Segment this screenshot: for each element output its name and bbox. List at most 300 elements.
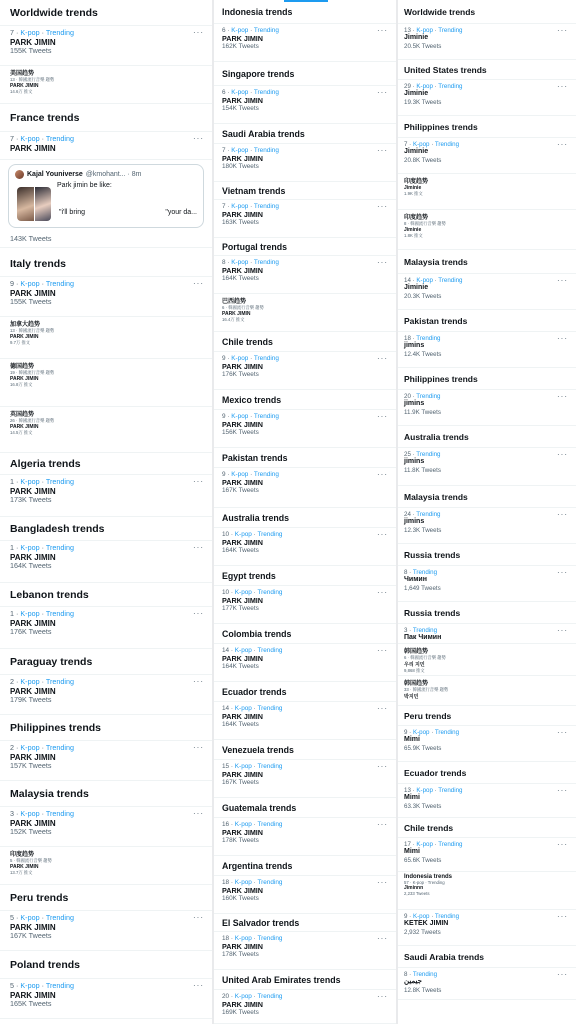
embedded-trend-count: 1.8K 推文 [404,233,423,238]
more-options-icon[interactable]: ··· [377,704,388,713]
trend-item[interactable] [214,256,396,294]
trend-term[interactable]: KETEK JIMIN [404,920,449,928]
trend-meta: 9 · K-pop · Trending [222,471,279,478]
trend-term[interactable]: PARK JIMIN [10,922,56,932]
more-options-icon[interactable]: ··· [377,202,388,211]
section-header-australia-trends [398,426,576,448]
more-options-icon[interactable]: ··· [377,530,388,539]
section-header-poland-trends [0,951,212,979]
embedded-trend-meta: 8 · 韓國流行音樂 趨勢 [404,221,446,226]
trend-tweet-count: 173K Tweets [10,495,52,505]
trend-item[interactable] [398,274,576,310]
trend-meta: 14 · K-pop · Trending [222,705,283,712]
embedded-trend-term: PARK JIMIN [10,334,39,340]
trend-tweet-count: 169K Tweets [222,1009,259,1017]
section-header-saudi-arabia-trends [214,124,396,144]
embedded-trend-meta: 13 · 韓國流行音樂 趨勢 [10,77,55,82]
more-options-icon[interactable]: ··· [557,626,568,635]
section-title: Peru trends [404,710,452,721]
trend-tweet-count: 12.4K Tweets [404,350,442,358]
tweet-photo[interactable] [35,187,52,221]
trend-meta: 3 · K-pop · Trending [10,809,74,818]
embedded-trend-meta: 6 · 韓國流行音樂 趨勢 [222,305,264,310]
trend-with-tweet [0,164,212,251]
section-title: Colombia trends [222,628,292,639]
section-header-portugal-trends [214,238,396,256]
more-options-icon[interactable]: ··· [557,510,568,519]
more-options-icon[interactable]: ··· [377,26,388,35]
more-options-icon[interactable]: ··· [557,140,568,149]
tweet-text: Park jimin be like: [57,182,112,189]
embedded-trend-meta: 13 · 韓國流行音樂 趨勢 [10,328,55,333]
trend-tweet-count: 156K Tweets [222,429,259,437]
trend-term[interactable]: PARK JIMIN [222,711,263,721]
trend-item[interactable] [214,24,396,62]
section-title: Russia trends [404,607,461,618]
trend-meta: 5 · K-pop · Trending [10,913,74,922]
section-header-lebanon-trends [0,583,212,607]
trend-meta: 7 · K-pop · Trending [222,203,279,210]
trend-term[interactable]: PARK JIMIN [10,288,56,298]
trend-term[interactable]: Пак Чимин [404,634,442,642]
trend-tweet-count: 20.8K Tweets [404,156,442,164]
trend-item[interactable] [398,784,576,818]
trend-meta: 3 · Trending [404,627,438,634]
more-options-icon[interactable]: ··· [377,88,388,97]
trend-term[interactable]: PARK JIMIN [222,95,263,105]
trend-term[interactable]: PARK JIMIN [222,537,263,547]
trend-term[interactable]: jimins [404,342,425,350]
trend-tweet-count: 63.3K Tweets [404,802,442,810]
section-title: Paraguay trends [10,655,93,668]
trend-tweet-count: 162K Tweets [222,43,259,51]
embedded-region-header: 英国趋势 [10,412,35,418]
more-options-icon[interactable]: ··· [377,762,388,771]
trend-tweet-count: 164K Tweets [222,721,259,729]
trend-tweet-count: 152K Tweets [10,827,52,837]
section-header-colombia-trends [214,624,396,644]
embedded-region-header: 印度趋势 [10,852,35,858]
trend-tweet-count: 154K Tweets [222,105,259,113]
trend-item[interactable] [398,390,576,426]
embedded-trend-meta: 57 · K-pop · Trending [404,880,445,885]
trend-term[interactable]: PARK JIMIN [222,827,263,837]
trend-item[interactable] [398,332,576,368]
trend-meta: 9 · K-pop · Trending [222,355,279,362]
trend-term[interactable]: PARK JIMIN [222,361,263,371]
section-header-italy-trends [0,251,212,277]
more-options-icon[interactable]: ··· [193,477,204,486]
trend-item[interactable] [0,132,212,160]
trend-item[interactable] [398,24,576,60]
trend-meta: 1 · K-pop · Trending [10,543,74,552]
trend-tweet-count: 178K Tweets [222,837,259,845]
section-header-france-trends [0,104,212,132]
more-options-icon[interactable]: ··· [193,743,204,752]
trend-meta: 25 · Trending [404,451,441,458]
embedded-region-header: Indonesia trends [404,874,453,880]
section-title: Philippines trends [404,121,478,132]
section-header-bangladesh-trends [0,517,212,541]
trend-tweet-count: 167K Tweets [10,931,52,941]
trend-meta: 9 · K-pop · Trending [222,413,279,420]
more-options-icon[interactable]: ··· [377,146,388,155]
section-header-malaysia-trends [398,486,576,508]
more-options-icon[interactable]: ··· [377,820,388,829]
section-header-united-states-trends [398,60,576,80]
trend-term[interactable]: PARK JIMIN [222,477,263,487]
embedded-trend-screenshot [398,676,576,706]
trend-item[interactable] [214,760,396,798]
trend-tweet-count: 164K Tweets [10,561,52,571]
trend-item[interactable] [214,644,396,682]
tweet-caption-right: "your da... [165,209,197,216]
embedded-trend-screenshot [398,174,576,210]
section-header-guatemala-trends [214,798,396,818]
trend-term[interactable]: PARK JIMIN [222,653,263,663]
trend-term[interactable]: jimins [404,518,425,526]
trend-item[interactable] [398,448,576,486]
section-header-philippines-trends [398,116,576,138]
trend-tweet-count: 164K Tweets [222,547,259,555]
embedded-trend-count: 13.7万 推文 [10,870,33,875]
section-header-argentina-trends [214,856,396,876]
section-title: Malaysia trends [404,256,468,267]
trends-column-3 [398,0,576,1024]
section-title: Australia trends [222,512,289,523]
section-header-venezuela-trends [214,740,396,760]
trend-item[interactable] [214,528,396,566]
trend-meta: 18 · Trending [404,335,441,342]
trend-term[interactable]: PARK JIMIN [10,552,56,562]
trend-tweet-count: 65.9K Tweets [404,744,442,752]
trend-tweet-count: 176K Tweets [222,371,259,379]
tweet-photo[interactable] [17,187,34,221]
embedded-trend-term: 우리 지민 [404,662,425,668]
more-options-icon[interactable]: ··· [377,258,388,267]
trend-item[interactable] [214,702,396,740]
tweet-card[interactable] [8,164,204,228]
trend-item[interactable] [0,979,212,1019]
section-header-mexico-trends [214,390,396,410]
more-options-icon[interactable]: ··· [557,82,568,91]
trend-item[interactable] [0,607,212,649]
trend-tweet-count: 176K Tweets [10,627,52,637]
embedded-trend-meta: 26 · 韓國流行音樂 趨勢 [10,418,55,423]
embedded-trend-count: 14.5万 推文 [10,430,33,435]
embedded-region-header: 德国趋势 [10,364,35,370]
trend-item[interactable] [0,741,212,781]
trend-term[interactable]: Чимин [404,576,427,584]
trend-meta: 2 · K-pop · Trending [10,743,74,752]
more-options-icon[interactable]: ··· [193,134,204,143]
embedded-trend-count: 9,868 推文 [404,668,425,673]
trend-meta: 16 · K-pop · Trending [222,821,283,828]
trend-term[interactable]: Jiminie [404,148,429,156]
trend-meta: 9 · K-pop · Trending [404,913,460,920]
trend-term[interactable]: PARK JIMIN [222,419,263,429]
section-title: Australia trends [404,431,469,442]
section-title: Saudi Arabia trends [404,951,484,962]
trend-term[interactable]: PARK JIMIN [222,153,263,163]
more-options-icon[interactable]: ··· [557,912,568,921]
section-header-singapore-trends [214,62,396,86]
more-options-icon[interactable]: ··· [193,279,204,288]
more-options-icon[interactable]: ··· [377,878,388,887]
trend-term[interactable]: Jiminie [404,284,429,292]
trend-tweet-count: 155K Tweets [10,46,52,56]
trend-meta: 18 · K-pop · Trending [222,879,283,886]
trend-item[interactable] [398,624,576,644]
trend-item[interactable] [398,80,576,116]
more-options-icon[interactable]: ··· [193,981,204,990]
trend-term[interactable]: PARK JIMIN [10,990,56,1000]
section-header-worldwide-trends [0,0,212,26]
trend-meta: 1 · K-pop · Trending [10,477,74,486]
trend-tweet-count: 19.3K Tweets [404,98,442,106]
trend-tweet-count: 143K Tweets [0,232,212,248]
trend-item[interactable] [0,541,212,583]
trend-term[interactable]: PARK JIMIN [10,618,56,628]
tweet-author-handle: @kmohant... · 8m [85,171,142,178]
embedded-region-header: 韩国趋势 [404,681,429,687]
trend-tweet-count: 12.3K Tweets [404,526,442,534]
trend-term[interactable]: PARK JIMIN [10,818,56,828]
tweet-header [15,170,197,179]
trend-term[interactable]: Jiminie [404,34,429,42]
more-options-icon[interactable]: ··· [377,588,388,597]
trend-term[interactable]: PARK JIMIN [222,941,263,951]
section-header-australia-trends [214,508,396,528]
trend-item[interactable] [214,876,396,914]
trend-meta: 8 · Trending [404,971,438,978]
embedded-trend-term: Jiminie [404,227,422,233]
trend-item[interactable] [0,277,212,317]
trend-meta: 2 · K-pop · Trending [10,677,74,686]
embedded-region-header: 印度趋势 [404,215,429,221]
embedded-region-header: 印度趋势 [404,179,429,185]
trend-tweet-count: 178K Tweets [222,951,259,959]
trend-item[interactable] [214,818,396,856]
section-title: Malaysia trends [404,491,468,502]
trend-term[interactable]: PARK JIMIN [222,265,263,275]
trend-item[interactable] [0,475,212,517]
section-header-malaysia-trends [398,250,576,274]
trend-term[interactable]: PARK JIMIN [10,686,56,696]
trend-term[interactable]: جيمين [404,978,422,986]
more-options-icon[interactable]: ··· [193,543,204,552]
trend-item[interactable] [214,86,396,124]
trend-item[interactable] [0,26,212,66]
embedded-trend-screenshot [398,644,576,676]
trend-item[interactable] [214,144,396,182]
trend-meta: 20 · K-pop · Trending [222,993,283,1000]
avatar[interactable] [15,170,24,179]
more-options-icon[interactable]: ··· [377,934,388,943]
trend-term[interactable]: Mimi [404,848,420,856]
trend-term[interactable]: PARK JIMIN [222,209,263,219]
more-options-icon[interactable]: ··· [377,412,388,421]
section-header-worldwide-trends [398,0,576,24]
trend-item[interactable] [214,932,396,970]
tweet-media[interactable] [17,187,51,221]
trend-term[interactable]: Jiminie [404,90,429,98]
section-title: Indonesia trends [222,6,293,17]
trend-meta: 9 · K-pop · Trending [10,279,74,288]
section-title: Vietnam trends [222,185,286,196]
trend-meta: 6 · K-pop · Trending [222,89,279,96]
trend-term[interactable]: PARK JIMIN [10,37,56,47]
more-options-icon[interactable]: ··· [377,470,388,479]
section-title: Worldwide trends [10,6,98,19]
trend-term[interactable]: Mimi [404,794,420,802]
more-options-icon[interactable]: ··· [557,786,568,795]
embedded-trend-screenshot [0,359,212,407]
embedded-trend-meta: 5 · 韓國流行音樂 趨勢 [10,858,52,863]
trend-item[interactable] [0,911,212,951]
more-options-icon[interactable]: ··· [557,26,568,35]
trend-item[interactable] [398,138,576,174]
trend-term[interactable]: PARK JIMIN [10,143,56,153]
section-title: Poland trends [10,958,81,971]
embedded-trend-term: PARK JIMIN [10,83,39,89]
section-title: Saudi Arabia trends [222,128,305,139]
trend-item[interactable] [214,410,396,448]
trend-meta: 17 · K-pop · Trending [404,841,463,848]
more-options-icon[interactable]: ··· [557,568,568,577]
trend-item[interactable] [398,508,576,544]
section-header-vietnam-trends [214,182,396,200]
trend-tweet-count: 12.8K Tweets [404,986,442,994]
embedded-trend-count: 9.7万 推文 [10,340,31,345]
trend-meta: 18 · K-pop · Trending [222,935,283,942]
section-header-paraguay-trends [0,649,212,675]
section-header-el-salvador-trends [214,914,396,932]
embedded-trend-screenshot [398,210,576,250]
trend-tweet-count: 1,649 Tweets [404,584,441,592]
more-options-icon[interactable]: ··· [193,809,204,818]
more-options-icon[interactable]: ··· [557,970,568,979]
section-header-philippines-trends [0,715,212,741]
embedded-trend-meta: 19 · 韓國流行音樂 趨勢 [10,370,55,375]
trend-term[interactable]: PARK JIMIN [222,999,263,1009]
section-title: Pakistan trends [404,315,468,326]
section-header-peru-trends [0,885,212,911]
more-options-icon[interactable]: ··· [557,276,568,285]
embedded-trend-term: Jiminnn [404,885,424,891]
trend-item[interactable] [0,807,212,847]
embedded-trend-term: Jiminie [404,185,422,191]
more-options-icon[interactable]: ··· [193,913,204,922]
section-header-russia-trends [398,544,576,566]
trend-item[interactable] [398,838,576,872]
section-header-united-arab-emirates-trends [214,970,396,990]
embedded-region-header: 韩国趋势 [404,649,429,655]
more-options-icon[interactable]: ··· [557,392,568,401]
trend-meta: 10 · K-pop · Trending [222,531,283,538]
more-options-icon[interactable]: ··· [193,677,204,686]
trend-item[interactable] [0,675,212,715]
trend-item[interactable] [398,910,576,946]
trends-column-2 [214,0,396,1024]
trend-meta: 9 · K-pop · Trending [404,729,460,736]
trend-meta: 10 · K-pop · Trending [222,589,283,596]
embedded-trend-count: 16.8万 推文 [10,382,33,387]
section-header-ecuador-trends [398,762,576,784]
section-title: Egypt trends [222,570,276,581]
trend-tweet-count: 179K Tweets [10,695,52,705]
more-options-icon[interactable]: ··· [377,992,388,1001]
more-options-icon[interactable]: ··· [377,354,388,363]
section-title: Italy trends [10,257,67,270]
trend-tweet-count: 160K Tweets [222,895,259,903]
section-title: Philippines trends [10,721,102,734]
more-options-icon[interactable]: ··· [377,646,388,655]
section-title: Algeria trends [10,457,81,470]
embedded-trend-count: 14.6万 推文 [10,89,33,94]
trend-term[interactable]: PARK JIMIN [10,752,56,762]
trend-term[interactable]: jimins [404,458,425,466]
embedded-trend-screenshot [0,317,212,359]
trend-meta: 14 · K-pop · Trending [404,277,463,284]
trend-meta: 7 · K-pop · Trending [404,141,460,148]
embedded-trend-count: 1.9K 推文 [404,191,423,196]
more-options-icon[interactable]: ··· [557,728,568,737]
section-header-pakistan-trends [214,448,396,468]
trend-tweet-count: 20.5K Tweets [404,42,442,50]
more-options-icon[interactable]: ··· [193,28,204,37]
section-title: United Arab Emirates trends [222,974,341,985]
section-title: Chile trends [222,336,273,347]
more-options-icon[interactable]: ··· [557,840,568,849]
more-options-icon[interactable]: ··· [557,334,568,343]
tweet-author-name[interactable]: Kajal Youniverse [27,171,83,178]
trend-item[interactable] [214,468,396,508]
embedded-trend-meta: 33 · 韓國流行音樂 趨勢 [404,687,449,692]
section-title: Mexico trends [222,394,282,405]
trend-item[interactable] [214,990,396,1024]
section-title: El Salvador trends [222,917,300,928]
trend-item[interactable] [214,200,396,238]
trend-tweet-count: 2,932 Tweets [404,928,441,936]
section-header-indonesia-trends [214,0,396,24]
trend-tweet-count: 163K Tweets [222,219,259,227]
section-title: France trends [10,111,80,124]
trend-item[interactable] [398,566,576,602]
more-options-icon[interactable]: ··· [557,450,568,459]
trend-term[interactable]: PARK JIMIN [222,595,263,605]
trend-meta: 7 · K-pop · Trending [10,28,74,37]
trend-term[interactable]: Mimi [404,736,420,744]
trend-item[interactable] [214,586,396,624]
trend-term[interactable]: PARK JIMIN [222,885,263,895]
trend-term[interactable]: PARK JIMIN [222,769,263,779]
trend-item[interactable] [398,726,576,762]
section-header-algeria-trends [0,453,212,475]
trend-term[interactable]: jimins [404,400,425,408]
trend-tweet-count: 11.9K Tweets [404,408,441,416]
trend-tweet-count: 167K Tweets [222,487,259,495]
trend-term[interactable]: PARK JIMIN [222,33,263,43]
embedded-trend-meta: 6 · 韓國流行音樂 趨勢 [404,655,446,660]
trend-meta: 6 · K-pop · Trending [222,27,279,34]
trend-term[interactable]: PARK JIMIN [10,486,56,496]
trend-item[interactable] [398,968,576,1000]
section-title: Chile trends [404,822,454,833]
trend-meta: 7 · K-pop · Trending [10,134,74,143]
more-options-icon[interactable]: ··· [193,609,204,618]
trend-item[interactable] [214,352,396,390]
